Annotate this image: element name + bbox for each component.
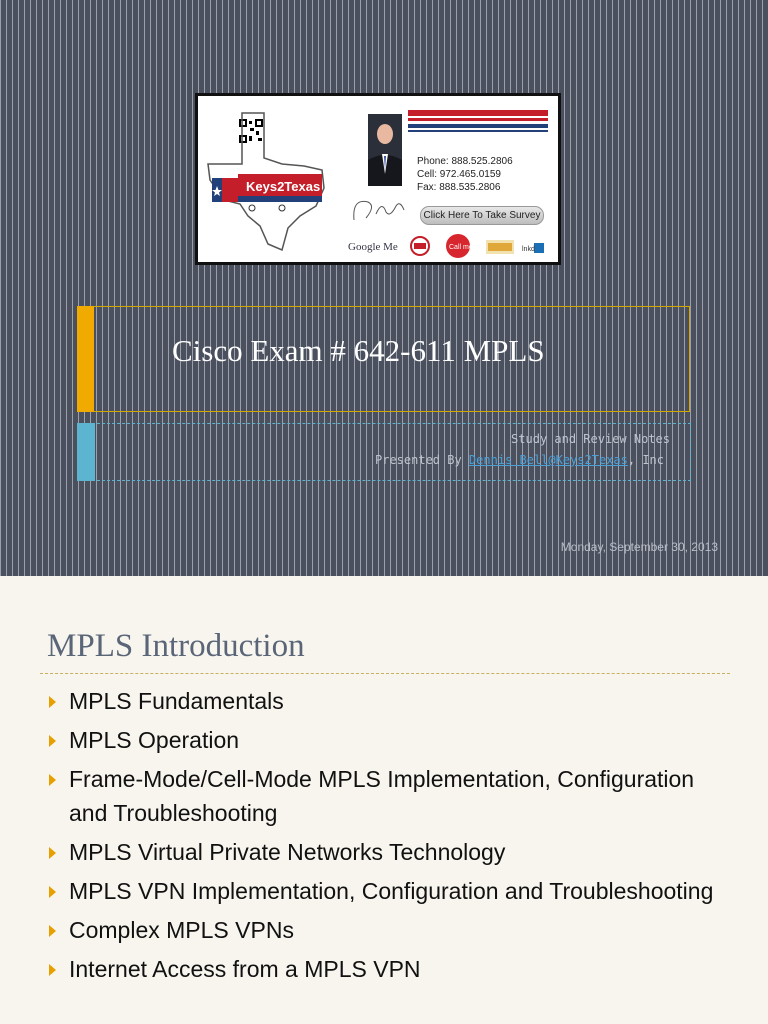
business-card[interactable] — [195, 93, 561, 265]
bullet-triangle-icon — [49, 696, 56, 708]
fax-text: Fax: 888.535.2806 — [417, 182, 501, 193]
bullet-triangle-icon — [49, 847, 56, 859]
list-item — [48, 684, 738, 718]
bullet-triangle-icon — [49, 964, 56, 976]
content-slide — [0, 576, 768, 1024]
phone-text: Phone: 888.525.2806 — [417, 156, 513, 167]
take-survey-button[interactable]: Click Here To Take Survey — [420, 206, 544, 225]
bullet-text: MPLS Virtual Private Networks Technology — [69, 839, 506, 865]
subtitle-accent-bar — [77, 423, 95, 481]
title-divider — [40, 673, 730, 674]
subtitle-study-notes: Study and Review Notes — [511, 432, 670, 446]
list-item — [48, 874, 738, 908]
bullet-text: Internet Access from a MPLS VPN — [69, 956, 421, 982]
bullet-list — [48, 684, 738, 991]
bullet-text: MPLS Fundamentals — [69, 688, 284, 714]
list-item — [48, 952, 738, 986]
subtitle-presenter — [375, 453, 664, 467]
slide-title: Cisco Exam # 642-611 MPLS — [172, 333, 545, 368]
presenter-suffix: , Inc — [627, 453, 664, 467]
bullet-text: MPLS Operation — [69, 727, 240, 753]
bullet-triangle-icon — [49, 925, 56, 937]
linkedin-icon[interactable] — [522, 242, 544, 254]
list-item — [48, 913, 738, 947]
svg-text:Call me: Call me — [449, 244, 473, 251]
google-me-link[interactable]: Google Me — [348, 241, 398, 253]
bullet-triangle-icon — [49, 735, 56, 747]
slide-date: Monday, September 30, 2013 — [560, 540, 718, 554]
flag-stripes — [408, 110, 548, 136]
signature — [348, 192, 408, 226]
list-item — [48, 835, 738, 869]
keys-logo-icon[interactable] — [486, 240, 514, 254]
section-title: MPLS Introduction — [47, 628, 305, 664]
bullet-text: MPLS VPN Implementation, Configuration and Troubleshooting — [69, 878, 714, 904]
call-me-icon[interactable] — [442, 233, 474, 259]
badge-icon[interactable] — [410, 234, 430, 258]
keys2texas-logo-icon — [212, 164, 324, 214]
bullet-text: Frame-Mode/Cell-Mode MPLS Implementation, Configuration and Troubleshooting — [69, 766, 695, 826]
bullet-triangle-icon — [49, 774, 56, 786]
presenter-prefix: Presented By — [375, 453, 469, 467]
list-item — [48, 723, 738, 757]
cell-text: Cell: 972.465.0159 — [417, 169, 501, 180]
profile-photo — [368, 114, 402, 186]
svg-text:Keys2Texas: Keys2Texas — [246, 179, 321, 194]
bullet-text: Complex MPLS VPNs — [69, 917, 294, 943]
svg-text:lnkd: lnkd — [522, 246, 535, 253]
bullet-triangle-icon — [49, 886, 56, 898]
list-item — [48, 762, 738, 830]
presenter-link[interactable]: Dennis Bell@Keys2Texas — [468, 453, 628, 467]
title-accent-bar — [77, 306, 94, 412]
